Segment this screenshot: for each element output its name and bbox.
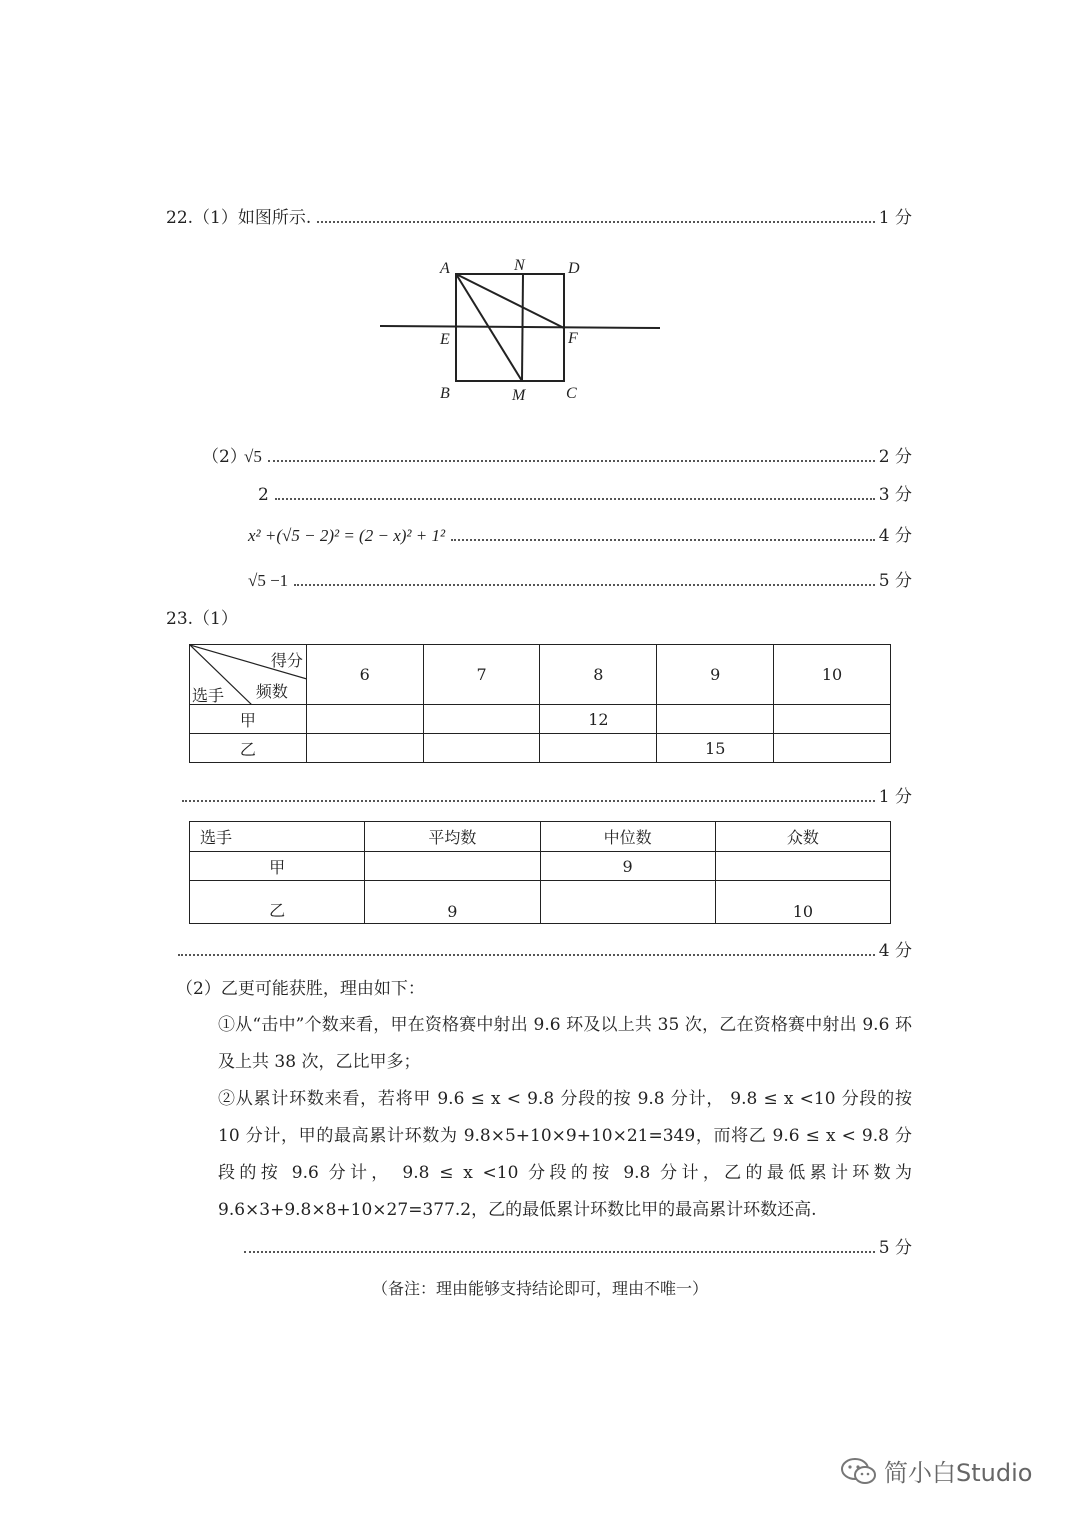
point-e: E xyxy=(440,331,450,348)
header-mean: 平均数 xyxy=(365,822,540,852)
score-header: 6 xyxy=(306,645,423,705)
q22-row-4 xyxy=(248,571,912,591)
q22-row-3 xyxy=(248,526,912,546)
table-cell: 10 xyxy=(715,881,890,924)
dot-leader xyxy=(178,953,875,956)
q22-row-1 xyxy=(244,447,912,467)
table-cell xyxy=(306,705,423,734)
corner-player-label: 选手 xyxy=(192,686,225,705)
dot-leader xyxy=(244,1250,875,1253)
q23-score-1: 1 分 xyxy=(878,787,912,807)
dot-leader xyxy=(317,220,875,223)
point-b: B xyxy=(440,385,450,402)
table-cell xyxy=(774,734,891,763)
statistics-table xyxy=(189,821,891,924)
dot-leader xyxy=(182,799,875,802)
frequency-table xyxy=(189,644,891,763)
header-player: 选手 xyxy=(190,822,365,852)
q22-expr-1: √5 xyxy=(244,447,262,466)
table-cell xyxy=(423,705,540,734)
corner-frequency-label: 频数 xyxy=(255,682,288,701)
player-cell: 乙 xyxy=(190,734,307,763)
q23-score-line-4 xyxy=(178,941,912,961)
table-cell xyxy=(365,852,540,881)
q23-part2-title: （2）乙更可能获胜，理由如下： xyxy=(176,979,425,999)
q23-score-4: 4 分 xyxy=(878,941,912,961)
table-row xyxy=(190,881,891,924)
q22-score-5: 5 分 xyxy=(878,571,912,591)
q22-score-4: 4 分 xyxy=(878,526,912,546)
table-cell xyxy=(423,734,540,763)
point-c: C xyxy=(566,385,577,402)
score-header: 7 xyxy=(423,645,540,705)
table-corner-cell xyxy=(190,645,307,705)
dot-leader xyxy=(275,497,875,500)
table-cell xyxy=(306,734,423,763)
reason-2: ②从累计环数来看，若将甲 9.6 ≤ x < 9.8 分段的按 9.8 分计， 9.8 ≤ x <10 分段的按 10 分计，甲的最高累计环数为 9.8×5+10×9+10×21=349，而将乙 9.6 ≤ x < 9.8 分段的按 9.6 分计， 9.8 ≤ x <10 分段的按 9.8 分计，乙的最低累计环数为 9.6×3+9.8×8+10×27=377.2，乙的最低累计环数比甲的最高累计环数还高. xyxy=(218,1089,912,1220)
table-cell: 15 xyxy=(657,734,774,763)
point-n: N xyxy=(514,257,525,274)
q23-score-5: 5 分 xyxy=(878,1238,912,1258)
header-median: 中位数 xyxy=(540,822,715,852)
q22-expr-3: x² +(√5 − 2)² = (2 − x)² + 1² xyxy=(248,526,446,545)
q23-label: 23.（1） xyxy=(166,609,238,629)
point-m: M xyxy=(512,387,526,404)
score-header: 9 xyxy=(657,645,774,705)
q22-score1: 1 分 xyxy=(878,208,912,228)
q23-score-line-1 xyxy=(182,787,912,807)
corner-score-label: 得分 xyxy=(270,651,303,670)
q22-score-2: 2 分 xyxy=(878,447,912,467)
line-ef xyxy=(380,326,660,328)
watermark xyxy=(840,1453,1032,1488)
q22-row-2 xyxy=(258,485,912,505)
remark-note: （备注：理由能够支持结论即可，理由不唯一） xyxy=(371,1279,708,1298)
dot-leader xyxy=(294,583,875,586)
wechat-icon xyxy=(840,1456,878,1486)
table-cell xyxy=(657,705,774,734)
table-cell xyxy=(715,852,890,881)
geometry-figure xyxy=(370,250,670,410)
q22-label: 22.（1）如图所示. xyxy=(166,208,312,228)
q22-part1-line xyxy=(166,208,912,228)
table-cell: 9 xyxy=(540,852,715,881)
score-header: 10 xyxy=(774,645,891,705)
table-cell xyxy=(774,705,891,734)
reason-1: ①从“击中”个数来看，甲在资格赛中射出 9.6 环及以上共 35 次，乙在资格赛中射出 9.6 环及上共 38 次，乙比甲多； xyxy=(218,1015,912,1072)
watermark-text: 简小白Studio xyxy=(884,1459,1033,1487)
point-f: F xyxy=(568,330,578,347)
header-mode: 众数 xyxy=(715,822,890,852)
q23-score-line-5 xyxy=(244,1238,912,1258)
table-cell xyxy=(540,734,657,763)
q22-expr-4: √5 −1 xyxy=(248,571,289,590)
q22-expr-2: 2 xyxy=(258,485,269,505)
table-cell xyxy=(540,881,715,924)
table-cell: 9 xyxy=(365,881,540,924)
dot-leader xyxy=(451,538,875,541)
score-header: 8 xyxy=(540,645,657,705)
table-row xyxy=(190,734,891,763)
point-a: A xyxy=(440,260,450,277)
table-cell: 12 xyxy=(540,705,657,734)
table-row xyxy=(190,705,891,734)
q22-score-3: 3 分 xyxy=(878,485,912,505)
line-nm xyxy=(522,274,523,381)
table-row xyxy=(190,852,891,881)
player-cell: 甲 xyxy=(190,852,365,881)
point-d: D xyxy=(568,260,580,277)
player-cell: 甲 xyxy=(190,705,307,734)
dot-leader xyxy=(268,459,875,462)
player-cell: 乙 xyxy=(190,881,365,924)
q22-part2-label: （2） xyxy=(202,447,247,467)
